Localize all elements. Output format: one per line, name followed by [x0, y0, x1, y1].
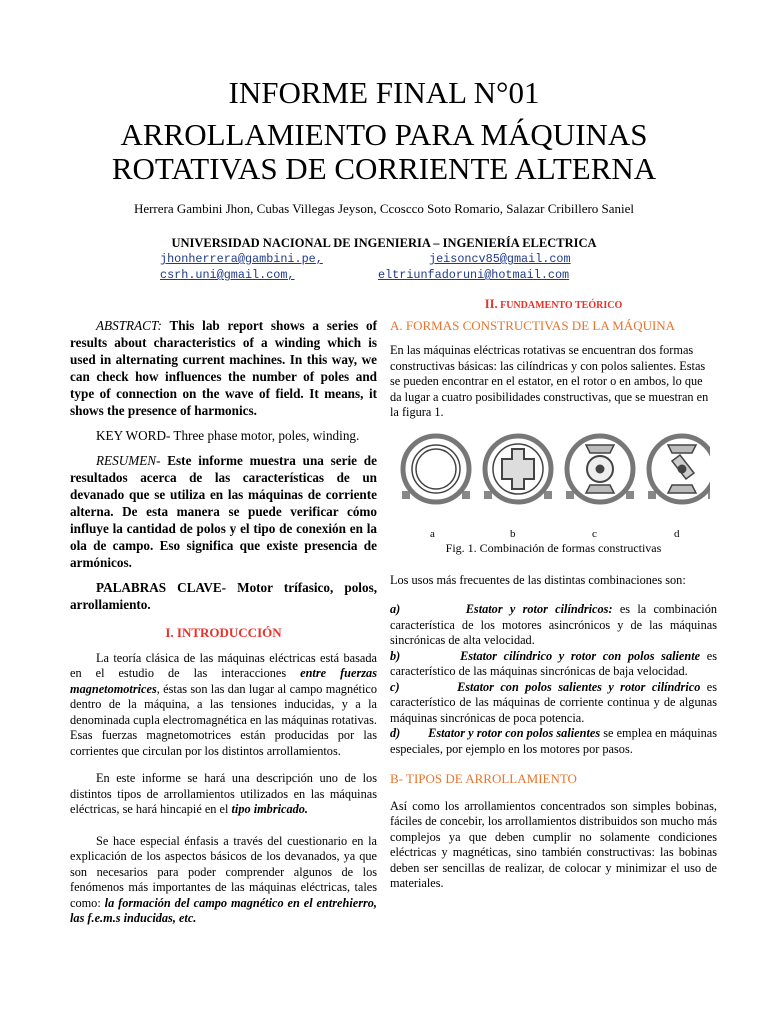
- intro-paragraph-2: [70, 771, 377, 818]
- abstract-label: ABSTRACT:: [96, 318, 162, 333]
- section-title: FUNDAMENTO TEÓRICO: [497, 300, 623, 311]
- paragraph-formas: En las máquinas eléctricas rotativas se encuentran dos formas constructivas básicas: las cilíndricas y con polos salientes. Estas se pueden encontrar en el estator, en el rotor o en ambos, lo que da lugar a cuatro posibilidades constructivas, que se muestran en la figura 1.: [390, 343, 709, 419]
- item-key: a): [390, 602, 401, 616]
- figure-caption: Fig. 1. Combinación de formas constructivas: [445, 541, 662, 555]
- list-item: [390, 602, 717, 649]
- section-number: II.: [484, 297, 498, 311]
- machine-shapes-figure: [390, 433, 710, 523]
- figure-label-b: b: [510, 528, 516, 540]
- paper-title-line-1: ARROLLAMIENTO PARA MÁQUINAS: [120, 117, 648, 152]
- item-title: Estator con polos salientes y rotor cilíndrico: [457, 679, 701, 694]
- list-item: [390, 726, 717, 757]
- report-number-title: INFORME FINAL N°01: [228, 75, 540, 110]
- abstract-text: This lab report shows a series of results about characteristics of a winding which is used in alternating current machines. In this way, we can check how influences the number of poles and type of connection on the wave of field. It means, it shows the presence of harmonics.: [70, 318, 377, 418]
- email-link[interactable]: eltriunfadoruni@hotmail.com: [378, 268, 570, 282]
- usos-intro: Los usos más frecuentes de las distintas combinaciones son:: [390, 572, 686, 587]
- item-title: Estator cilíndrico y rotor con polos saliente: [460, 648, 701, 663]
- item-desc: es característico de las máquinas sincrónicas de baja velocidad.: [390, 648, 717, 678]
- email-link[interactable]: jhonherrera@gambini.pe,: [160, 252, 323, 266]
- email-link[interactable]: csrh.uni@gmail.com,: [160, 268, 295, 282]
- email-link[interactable]: jeisoncv85@gmail.com: [429, 252, 571, 266]
- university: UNIVERSIDAD NACIONAL DE INGENIERIA – INGENIERÍA ELECTRICA: [171, 236, 597, 250]
- figure-1: [390, 433, 717, 557]
- list-item: [390, 680, 717, 727]
- text-run: La teoría clásica de las máquinas eléctricas está basada en el estudio de las interacciones: [70, 650, 377, 680]
- figure-label-a: a: [430, 528, 435, 540]
- machine-b-diagram: [484, 436, 552, 502]
- keywords-en: KEY WORD- Three phase motor, poles, winding.: [96, 428, 360, 443]
- text-run: En este informe se hará una descripción uno de los distintos tipos de arrollamientos utilizados en las máquinas eléctricas, se hará hincapié en el: [70, 771, 377, 816]
- item-key: d): [390, 726, 401, 740]
- intro-paragraph-3: [70, 834, 377, 927]
- machine-d-diagram: [648, 436, 710, 502]
- machine-a-diagram: [402, 436, 470, 502]
- item-desc: es característico de las máquinas de corriente continua y de algunas máquinas sincrónicas de poca potencia.: [390, 679, 717, 725]
- left-column: [70, 317, 377, 927]
- item-title: Estator y rotor con polos salientes: [428, 726, 601, 740]
- item-key: c): [390, 679, 400, 694]
- item-title: Estator y rotor cilíndricos:: [465, 602, 613, 616]
- item-desc: se emplea en máquinas especiales, por ejemplo en los motores por pasos.: [390, 726, 718, 756]
- list-item: [390, 649, 717, 680]
- paragraph-tipos: Así como los arrollamientos concentrados son simples bobinas, fáciles de concebir, los arrollamientos distribuidos son mucho más complejos ya que deben cumplir no solamente condiciones eléctricas y magnéticas, sino también constructivas: las bobinas deben ser sencillas de realizar, de colocar y minimizar el uso de materiales.: [390, 798, 718, 890]
- authors: Herrera Gambini Jhon, Cubas Villegas Jeyson, Ccoscco Soto Romario, Salazar Cribillero Saniel: [133, 201, 635, 216]
- emphasis: la formación del campo magnético en el entrehierro, las f.e.m.s inducidas, etc.: [70, 895, 377, 925]
- section-fundamento-heading: [390, 297, 717, 314]
- resumen-text: Este informe muestra una serie de resultados acerca de las características de un devanado que se utiliza en las máquinas de corriente alterna. De esta manera se puede verificar cómo influye la cantidad de polos y el tipo de conexión en la ola de campo. Eso significa que existe presencia de armónicos.: [70, 453, 377, 570]
- machine-c-diagram: [566, 436, 634, 502]
- section-introduccion-heading: I. INTRODUCCIÓN: [165, 625, 282, 640]
- right-column: [390, 297, 717, 892]
- subsection-b-heading: B- TIPOS DE ARROLLAMIENTO: [390, 771, 577, 786]
- emphasis: entre fuerzas magnetomotrices: [70, 666, 377, 696]
- paper-title-line-2: ROTATIVAS DE CORRIENTE ALTERNA: [111, 151, 657, 186]
- subsection-a-heading: A. FORMAS CONSTRUCTIVAS DE LA MÁQUINA: [390, 317, 676, 333]
- text-run: , éstas son las dan lugar al campo magnético dentro de la máquina, a las tensiones inducidas, y a la denominada cupla electromagnética en las máquinas rotativas. Esas fuerzas magnetomotrices están producidas por las corrientes que circulan por los distintos arrollamientos.: [70, 681, 377, 758]
- text-run: Se hace especial énfasis a través del cuestionario en la explicación de los aspectos básicos de los devanados, ya que son necesarios para poder comprender algunos de los fenómenos más importantes de las máquinas eléctricas, tales como:: [70, 833, 377, 910]
- resumen-label: RESUMEN-: [96, 453, 161, 468]
- figure-label-c: c: [592, 528, 597, 540]
- item-key: b): [390, 648, 401, 663]
- intro-paragraph-1: [70, 651, 377, 760]
- figure-label-d: d: [674, 528, 680, 540]
- abstract: [70, 317, 377, 419]
- palabras-clave: PALABRAS CLAVE- Motor trífasico, polos, arrollamiento.: [70, 580, 377, 612]
- emphasis: tipo imbricado.: [231, 802, 308, 816]
- item-desc: es la combinación característica de los motores asincrónicos y de las máquinas sincrónicas de alta velocidad.: [390, 602, 717, 647]
- resumen: [70, 452, 377, 571]
